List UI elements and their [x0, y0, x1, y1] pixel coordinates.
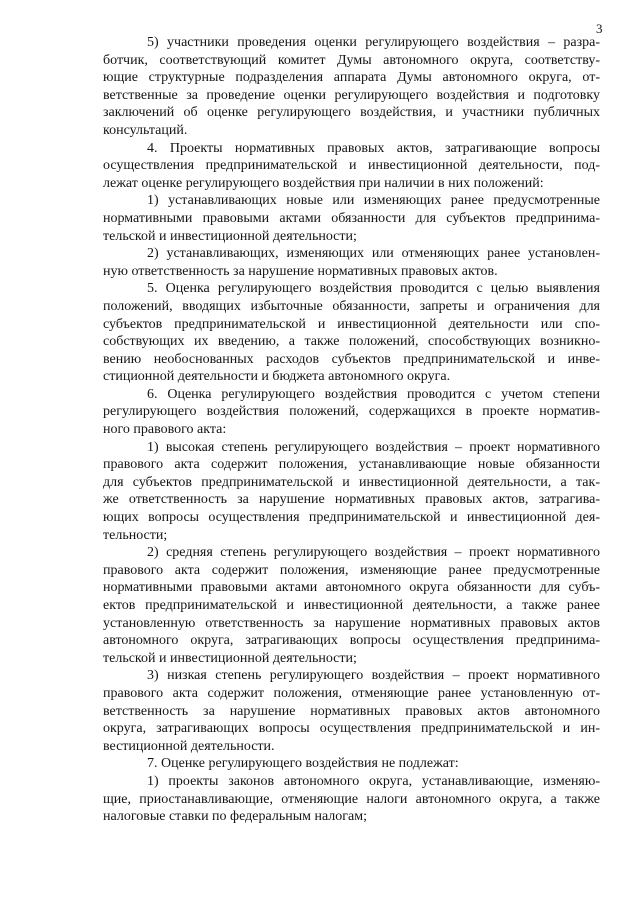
text-line: округа, затрагивающих вопросы осуществления предпринимательской и ин- — [103, 721, 600, 737]
text-line: 5) участники проведения оценки регулирующего воздействия – разра- — [147, 35, 600, 50]
text-line: осуществления предпринимательской и инвестиционной деятельности, под- — [103, 158, 600, 174]
text-line: положений, вводящих избыточные обязанности, запреты и ограничения для — [103, 298, 600, 314]
text-line: 1) высокая степень регулирующего воздействия – проект нормативного — [147, 439, 600, 455]
text-line: ную ответственность за нарушение нормативных правовых актов. — [103, 263, 498, 279]
text-line: ектов предпринимательской и инвестиционной деятельности, а также ранее — [103, 598, 600, 613]
text-line: ветственность за нарушение нормативных правовых актов автономного — [103, 703, 600, 719]
text-line: нормативными правовыми актами обязанности для субъектов предпринима- — [103, 210, 600, 226]
page-number: 3 — [596, 21, 603, 36]
text-line: установленную ответственность за нарушение нормативных правовых актов — [103, 615, 600, 631]
text-line: ющие структурные подразделения аппарата Думы автономного округа, от- — [103, 70, 600, 86]
text-line: ющих вопросы осуществления предпринимательской и инвестиционной дея- — [103, 510, 600, 526]
text-line: автономного округа, затрагивающих вопросы осуществления предпринима- — [103, 633, 600, 649]
text-line: 3) низкая степень регулирующего воздействия – проект нормативного — [147, 668, 600, 684]
text-line: лежат оценке регулирующего воздействия при наличии в них положений: — [103, 175, 544, 191]
text-line: же ответственность за нарушение нормативных правовых актов, затрагива- — [103, 492, 600, 508]
text-line: тельности; — [103, 527, 168, 543]
text-line: 6. Оценка регулирующего воздействия проводится с учетом степени — [147, 386, 600, 402]
text-line: 1) устанавливающих новые или изменяющих ранее предусмотренные — [147, 193, 600, 209]
text-line: правового акта содержит положения, изменяющие ранее предусмотренные — [103, 562, 600, 578]
text-line: правового акта содержит положения, устанавливающие новые обязанности — [103, 457, 600, 473]
text-line: консультаций. — [103, 122, 188, 138]
text-line: вестиционной деятельности. — [103, 738, 275, 754]
text-line: щие, приостанавливающие, отменяющие налоги автономного округа, а также — [103, 791, 600, 807]
text-line: для субъектов предпринимательской и инвестиционной деятельности, а так- — [103, 474, 600, 490]
text-line: 7. Оценке регулирующего воздействия не подлежат: — [147, 756, 459, 772]
text-line: стиционной деятельности и бюджета автономного округа. — [103, 369, 451, 385]
text-line: 5. Оценка регулирующего воздействия проводится с целью выявления — [147, 281, 600, 297]
text-line: регулирующего воздействия положений, содержащихся в проекте норматив- — [103, 404, 600, 420]
text-line: ветственные за проведение оценки регулирующего воздействия и подготовку — [103, 87, 600, 103]
text-line: тельской и инвестиционной деятельности; — [103, 650, 357, 666]
text-line: заключений об оценке регулирующего воздействия, и участники публичных — [103, 105, 600, 121]
text-line: ботчик, соответствующий комитет Думы автономного округа, соответству- — [103, 52, 600, 68]
text-line: нормативными правовыми актами автономного округа обязанности для субъ- — [103, 580, 600, 596]
text-line: тельской и инвестиционной деятельности; — [103, 228, 357, 244]
text-line: 2) средняя степень регулирующего воздействия – проект нормативного — [147, 545, 600, 561]
text-line: налоговые ставки по федеральным налогам; — [103, 809, 367, 825]
document-body — [103, 34, 600, 826]
text-line: вению необоснованных расходов субъектов предпринимательской и инве- — [103, 351, 600, 367]
text-line: 4. Проекты нормативных правовых актов, затрагивающие вопросы — [147, 140, 600, 156]
text-line: 1) проекты законов автономного округа, устанавливающие, изменяю- — [147, 773, 600, 789]
text-line: субъектов предпринимательской и инвестиционной деятельности или спо- — [103, 316, 600, 332]
text-line: правового акта содержит положения, отменяющие ранее установленную от- — [103, 685, 600, 701]
text-line: собствующих их введению, а также положений, способствующих возникно- — [103, 334, 600, 350]
text-line: 2) устанавливающих, изменяющих или отменяющих ранее установлен- — [147, 246, 600, 262]
text-line: ного правового акта: — [103, 422, 227, 438]
